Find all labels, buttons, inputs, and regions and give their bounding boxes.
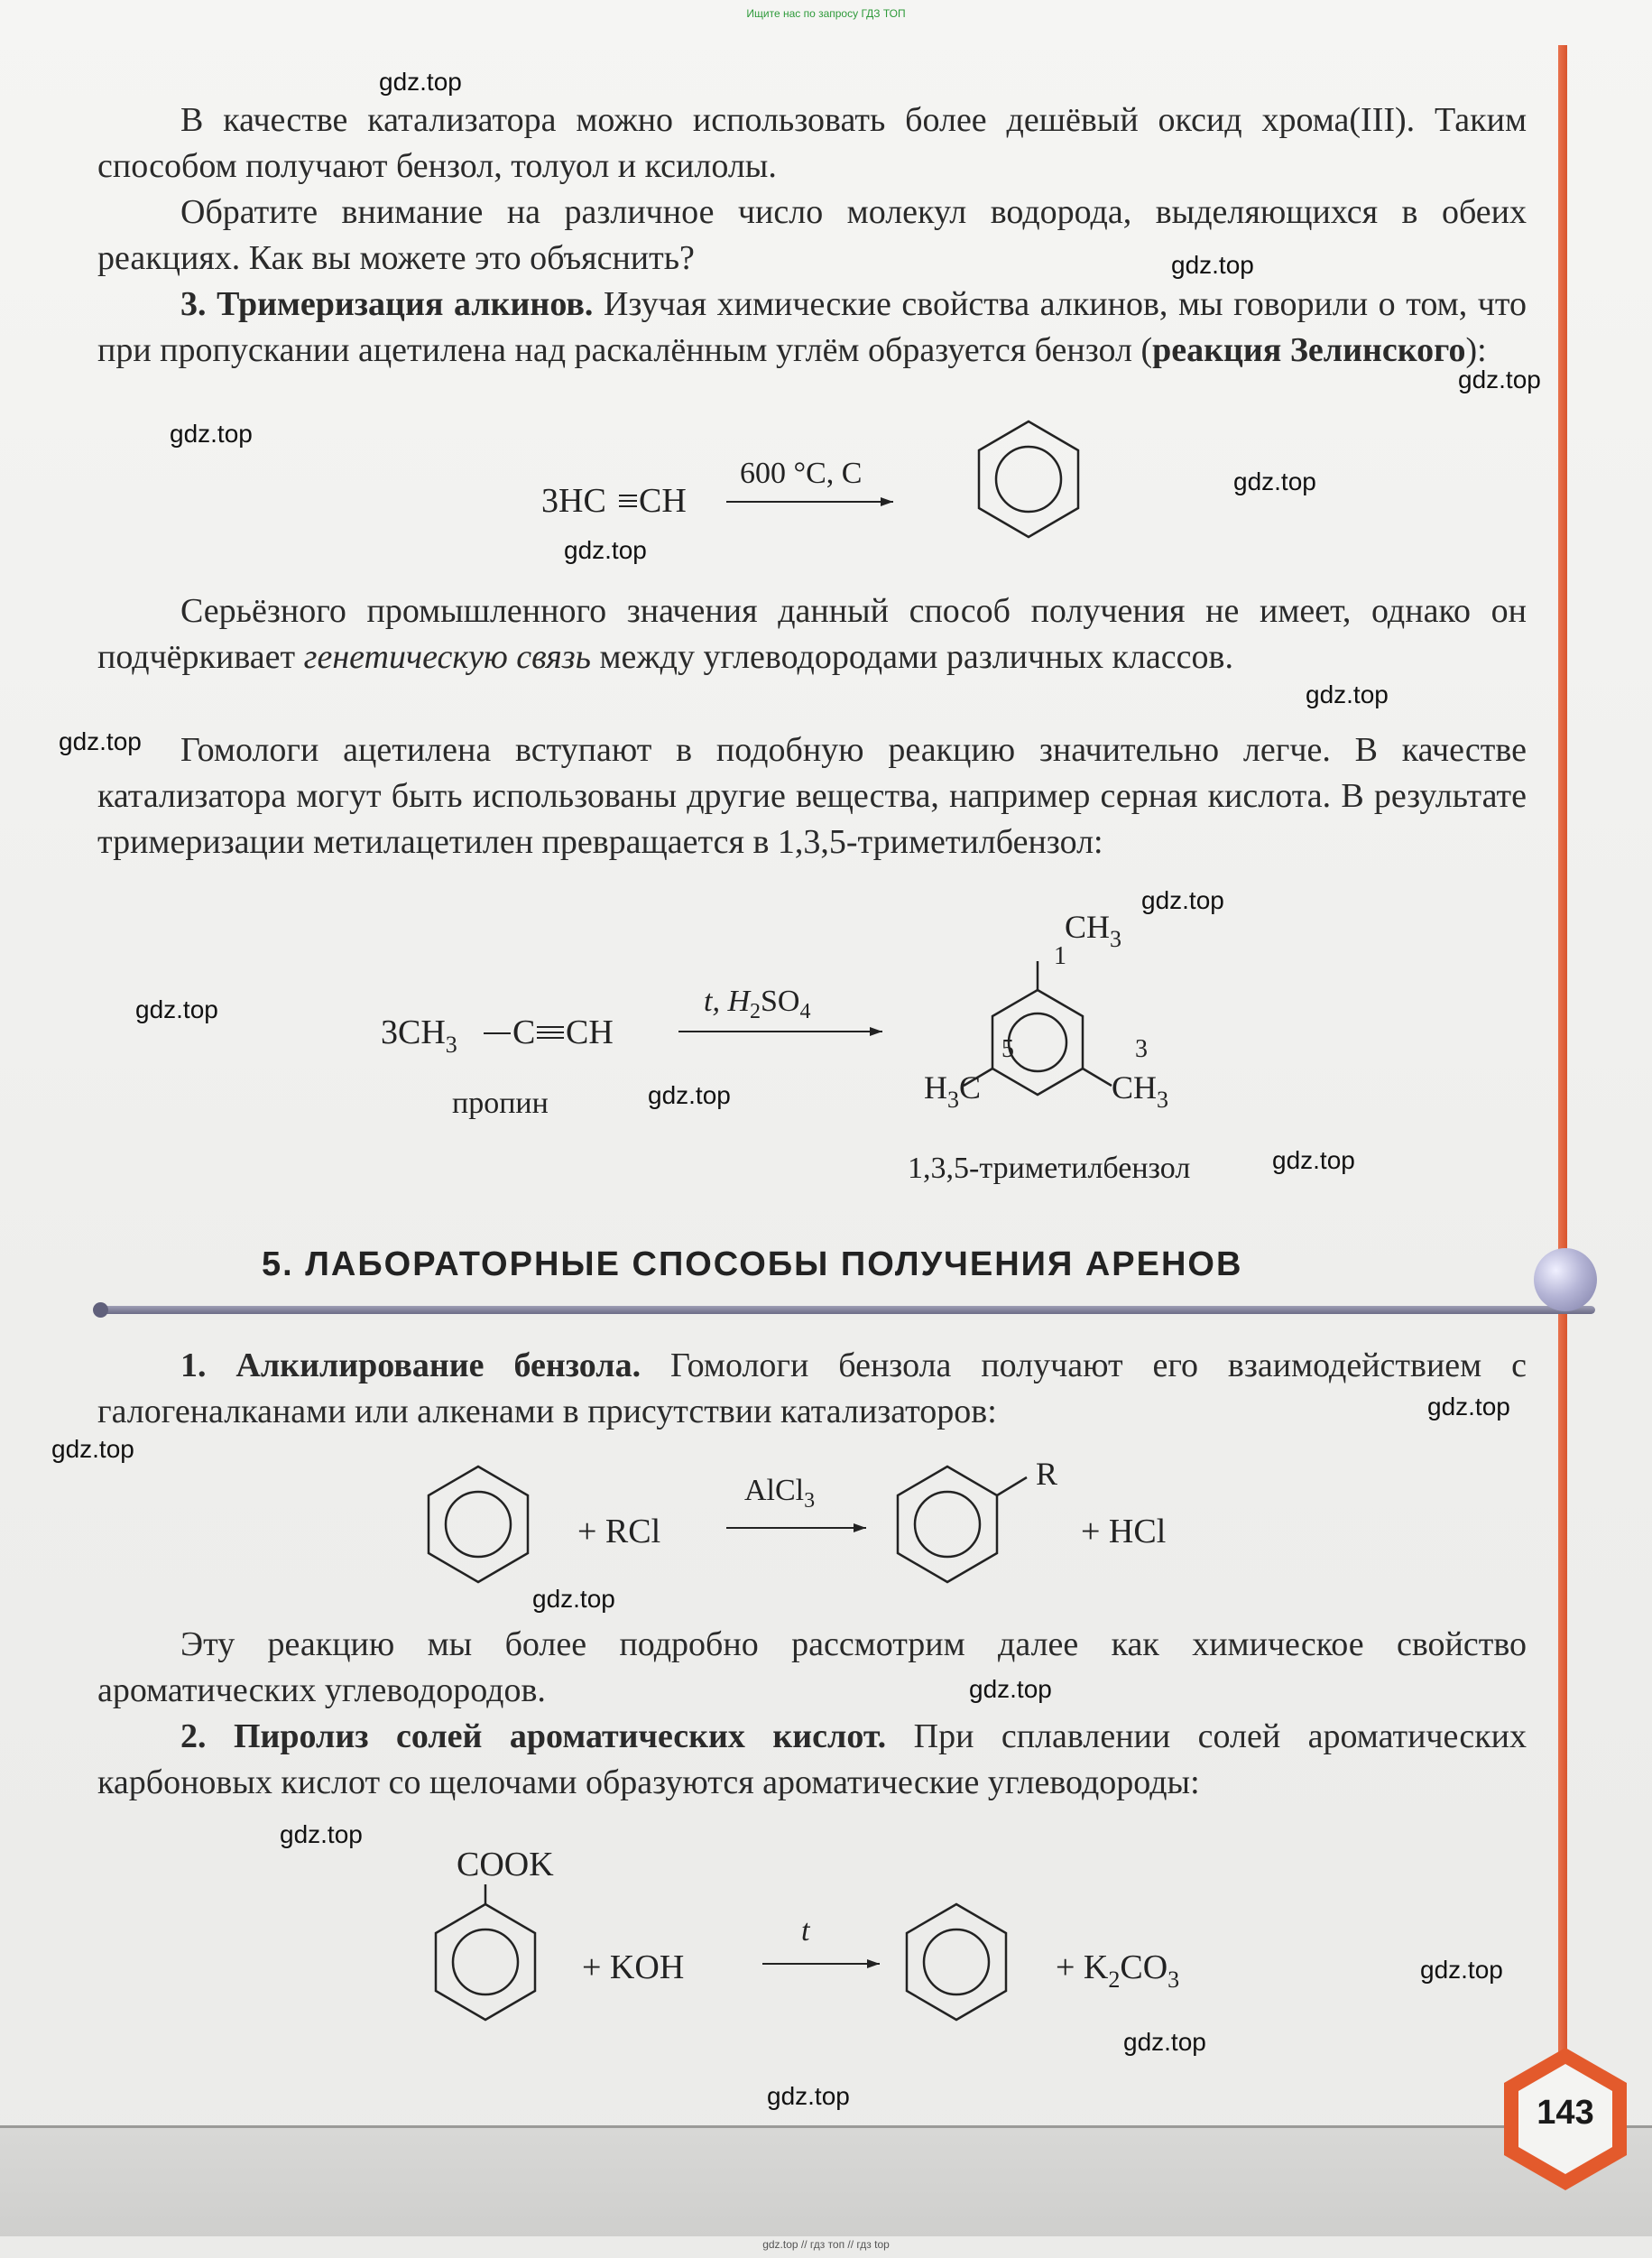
subsection-heading: 2. Пиролиз солей ароматических кислот.: [180, 1717, 887, 1755]
watermark: gdz.top: [969, 1675, 1052, 1703]
paragraph-trimerization: [97, 282, 1527, 374]
product-hcl: + HCl: [1081, 1513, 1167, 1550]
paragraph-homologs: Гомологи ацетилена вступают в подобную реакцию значительно легче. В качестве катализатора могут быть использованы другие вещества, например серная кислота. В результате тримеризации метилацетилен превращается в 1,3,5-триметилбензол:: [97, 731, 1527, 861]
subscript: 3: [1157, 1087, 1169, 1113]
substituent-bond: [997, 1477, 1027, 1495]
position-label-5: 5: [1001, 1035, 1014, 1063]
paragraph-text: между углеводородами различных классов.: [590, 638, 1233, 676]
watermark: gdz.top: [1233, 467, 1316, 495]
paragraph-text: Изучая химические свойства алкинов, мы говорили о том, что при пропускании ацетилена над раскалённым углём образуется бензол (: [97, 285, 1527, 369]
watermark: gdz.top: [379, 68, 462, 96]
reaction-condition: t: [801, 1914, 810, 1948]
section-dot: [93, 1302, 108, 1318]
watermark: gdz.top: [564, 536, 647, 564]
watermark: gdz.top: [1171, 251, 1254, 279]
paragraph-text: Серьёзного промышленного значения данный способ получения не имеет, однако он подчёркивает: [97, 592, 1527, 676]
hexagon: [898, 1467, 997, 1582]
paragraph-catalyst: В качестве катализатора можно использовать более дешёвый оксид хрома(III). Таким способом получают бензол, толуол и ксилолы.: [97, 101, 1527, 185]
carboxylate-group: COOK: [457, 1846, 554, 1883]
watermark: gdz.top: [1123, 2028, 1206, 2056]
formula-part: CH: [1065, 909, 1111, 945]
paragraph-pyrolysis: [97, 1714, 1527, 1806]
watermark: gdz.top: [59, 727, 142, 755]
product-k2co3: [1056, 1948, 1179, 1993]
watermark: gdz.top: [767, 2082, 850, 2110]
reactant-propyne: [381, 1013, 457, 1058]
formula-part: 3CH: [381, 1013, 446, 1051]
reactant-acetylene-right: CH: [639, 482, 687, 520]
formula-part: + K: [1056, 1948, 1109, 1986]
reactant-name: пропин: [452, 1087, 549, 1120]
substituent-r: R: [1036, 1456, 1058, 1492]
subsection-heading: 1. Алкилирование бензола.: [180, 1346, 641, 1384]
reaction-pyrolysis: [415, 1841, 1227, 2022]
paragraph-question: Обратите внимание на различное число молекул водорода, выделяющихся в обеих реакциях. Как вы можете это объяснить?: [97, 193, 1527, 277]
reactant-acetylene-left: 3HC: [541, 482, 606, 520]
hexagon: [979, 421, 1078, 537]
paragraph-text: Гомологи бензола получают его взаимодействием с галогеналканами или алкенами в присутствии катализаторов:: [97, 1346, 1527, 1430]
aromatic-circle: [915, 1492, 980, 1557]
watermark: gdz.top: [280, 1820, 363, 1848]
formula-part: CH: [1112, 1069, 1158, 1106]
methyl-bond-3: [1083, 1069, 1112, 1086]
paragraph-text: При сплавлении солей ароматических карбоновых кислот со щелочами образуются ароматические углеводороды:: [97, 1717, 1527, 1801]
aromatic-circle: [453, 1929, 518, 1994]
watermark: gdz.top: [1420, 1956, 1503, 1984]
formula-part: AlCl: [744, 1474, 805, 1507]
margin-red-line: [1558, 45, 1567, 2139]
hexagon: [436, 1904, 535, 2020]
reaction-propyne-trimerization: [361, 889, 1281, 1205]
reagent-koh: + KOH: [582, 1948, 685, 1986]
formula-part: CH: [566, 1013, 614, 1051]
paragraph-text: ):: [1465, 331, 1487, 369]
paragraph-reaction-note: Эту реакцию мы более подробно рассмотрим далее как химическое свойство ароматических углеводородов.: [97, 1625, 1527, 1709]
reaction-condition: 600 °C, C: [740, 457, 863, 490]
aromatic-circle: [924, 1929, 989, 1994]
watermark: gdz.top: [135, 995, 218, 1023]
aromatic-circle: [446, 1492, 511, 1557]
formula-part: CO: [1120, 1948, 1168, 1986]
paragraph-alkylation: [97, 1343, 1527, 1435]
watermark: gdz.top: [532, 1585, 615, 1613]
methyl-group-1: [1065, 909, 1121, 952]
benzene-ring-product: [974, 417, 1083, 543]
position-label-1: 1: [1054, 942, 1066, 970]
condition-text: t, H: [704, 985, 750, 1018]
watermark: gdz.top: [1458, 366, 1541, 393]
section-ball-ornament: [1534, 1248, 1597, 1311]
formula-part: C: [959, 1069, 982, 1106]
watermark: gdz.top: [1427, 1393, 1510, 1421]
methyl-group-5: [924, 1069, 981, 1113]
subscript: 3: [1110, 926, 1122, 952]
condition-text: SO: [761, 985, 800, 1018]
subsection-heading: 3. Тримеризация алкинов.: [180, 285, 594, 323]
watermark: gdz.top: [648, 1081, 731, 1109]
aromatic-circle: [996, 447, 1061, 512]
position-label-3: 3: [1135, 1035, 1148, 1063]
subscript: 2: [750, 1000, 761, 1023]
catalyst: [744, 1474, 815, 1513]
formula-part: H: [924, 1069, 947, 1106]
aromatic-circle: [1009, 1013, 1066, 1071]
methyl-group-3: [1112, 1069, 1168, 1113]
italic-term: генетическую связь: [303, 638, 591, 676]
subscript: 3: [445, 1032, 457, 1058]
formula-part: C: [512, 1013, 536, 1051]
watermark: gdz.top: [51, 1435, 134, 1463]
reaction-alkylation: [424, 1458, 1236, 1602]
subscript: 4: [799, 1000, 811, 1023]
subscript: 3: [1167, 1966, 1180, 1993]
hexagon: [429, 1467, 528, 1582]
reagent-rcl: + RCl: [577, 1513, 661, 1550]
page-number: 143: [1537, 2094, 1594, 2132]
arrow-head: [870, 1027, 882, 1036]
page-footer-band: [0, 2125, 1652, 2236]
reaction-name: реакция Зелинского: [1152, 331, 1466, 369]
footer-note: gdz.top // гдз топ // гдз top: [762, 2238, 890, 2251]
subscript: 3: [947, 1087, 959, 1113]
watermark: gdz.top: [1306, 680, 1389, 708]
product-name: 1,3,5-триметилбензол: [908, 1152, 1191, 1185]
section-title: 5. ЛАБОРАТОРНЫЕ СПОСОБЫ ПОЛУЧЕНИЯ АРЕНОВ: [262, 1245, 1243, 1283]
arrow-head: [854, 1523, 866, 1532]
watermark: gdz.top: [1272, 1146, 1355, 1174]
subscript: 2: [1108, 1966, 1121, 1993]
paragraph-genetic-link: [97, 588, 1527, 680]
subscript: 3: [804, 1489, 816, 1513]
watermark: gdz.top: [170, 420, 253, 448]
section-underline: [97, 1306, 1595, 1314]
watermark: gdz.top: [1141, 886, 1224, 914]
hexagon: [907, 1904, 1006, 2020]
header-note: Ищите нас по запросу ГДЗ ТОП: [746, 7, 906, 20]
arrow-head: [881, 497, 893, 506]
reaction-condition: [704, 985, 810, 1023]
arrow-head: [867, 1959, 880, 1968]
